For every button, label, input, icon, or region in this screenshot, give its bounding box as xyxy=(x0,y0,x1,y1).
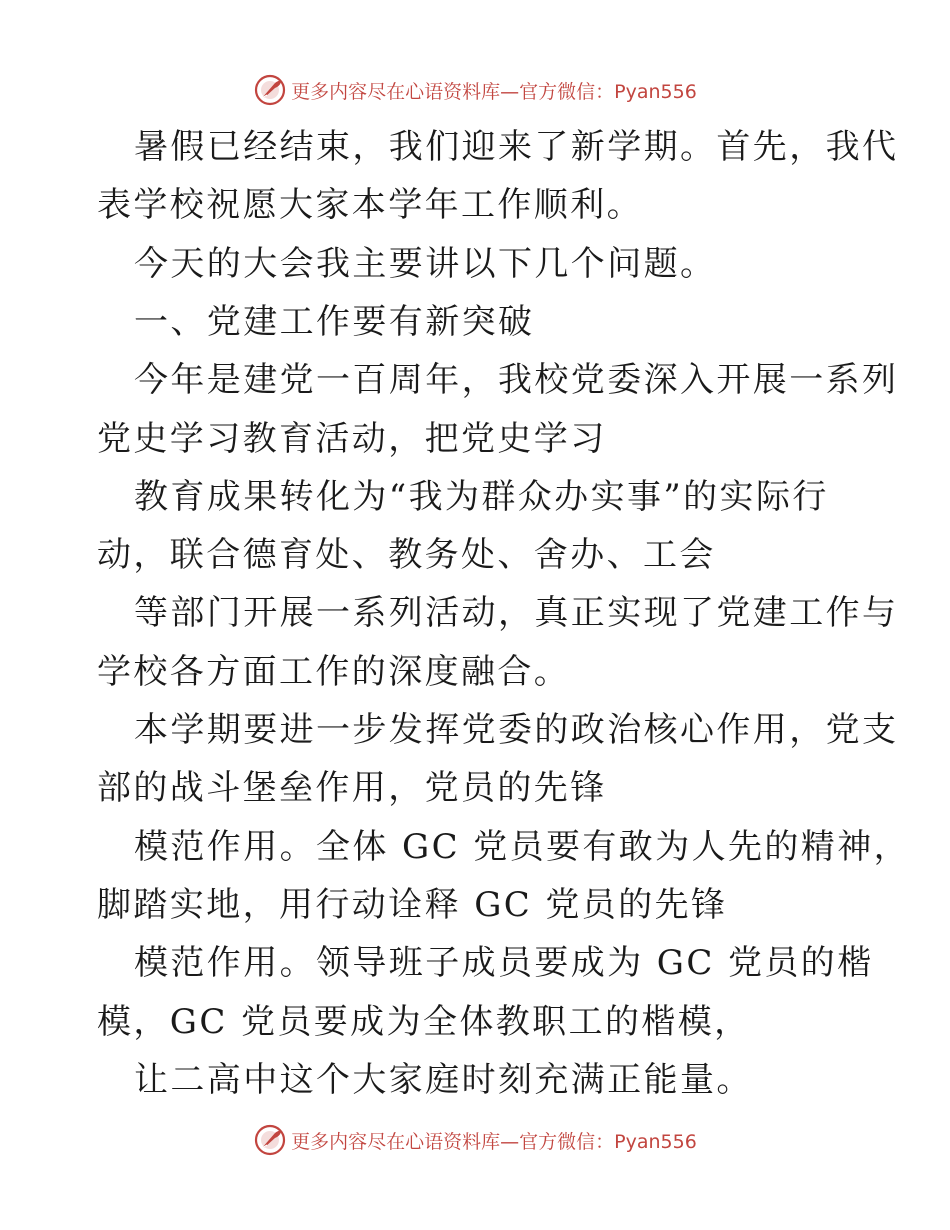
text-line: 今年是建党一百周年，我校党委深入开展一系列 xyxy=(134,360,899,401)
text-line: 本学期要进一步发挥党委的政治核心作用，党支 xyxy=(134,710,899,750)
text-line: 一、党建工作要有新突破 xyxy=(134,301,535,342)
text-line: 模，GC 党员要成为全体教职工的楷模， xyxy=(97,1001,751,1042)
text-line: 让二高中这个大家庭时刻充满正能量。 xyxy=(134,1059,753,1100)
text-line: 模范作用。领导班子成员要成为 GC 党员的楷 xyxy=(134,943,874,984)
text-line: 今天的大会我主要讲以下几个问题。 xyxy=(134,243,717,284)
text-line: 动，联合德育处、教务处、舍办、工会 xyxy=(97,535,716,576)
text-line: 模范作用。全体 GC 党员要有敢为人先的精神， xyxy=(134,826,910,867)
text-line: 等部门开展一系列活动，真正实现了党建工作与 xyxy=(134,593,899,634)
quill-pen-logo-icon xyxy=(253,73,287,107)
text-line: 教育成果转化为“我为群众办实事”的实际行 xyxy=(134,476,829,517)
banner-text: 更多内容尽在心语资料库—官方微信： xyxy=(291,80,615,103)
text-line: 表学校祝愿大家本学年工作顺利。 xyxy=(97,185,643,226)
text-line: 脚踏实地，用行动诠释 GC 党员的先锋 xyxy=(97,884,728,925)
text-line: 部的战斗堡垒作用，党员的先锋 xyxy=(97,768,607,809)
quill-pen-logo-icon xyxy=(253,1123,287,1157)
banner-text: 更多内容尽在心语资料库—官方微信： xyxy=(291,1130,615,1153)
footer-watermark-banner xyxy=(0,1120,950,1160)
banner-wechat-id: Pyan556 xyxy=(614,1130,697,1153)
text-line: 学校各方面工作的深度融合。 xyxy=(97,651,571,692)
banner-wechat-id: Pyan556 xyxy=(614,80,697,103)
text-line: 暑假已经结束，我们迎来了新学期。首先，我代 xyxy=(134,127,899,167)
header-watermark-banner xyxy=(0,70,950,110)
text-line: 党史学习教育活动，把党史学习 xyxy=(97,418,607,459)
